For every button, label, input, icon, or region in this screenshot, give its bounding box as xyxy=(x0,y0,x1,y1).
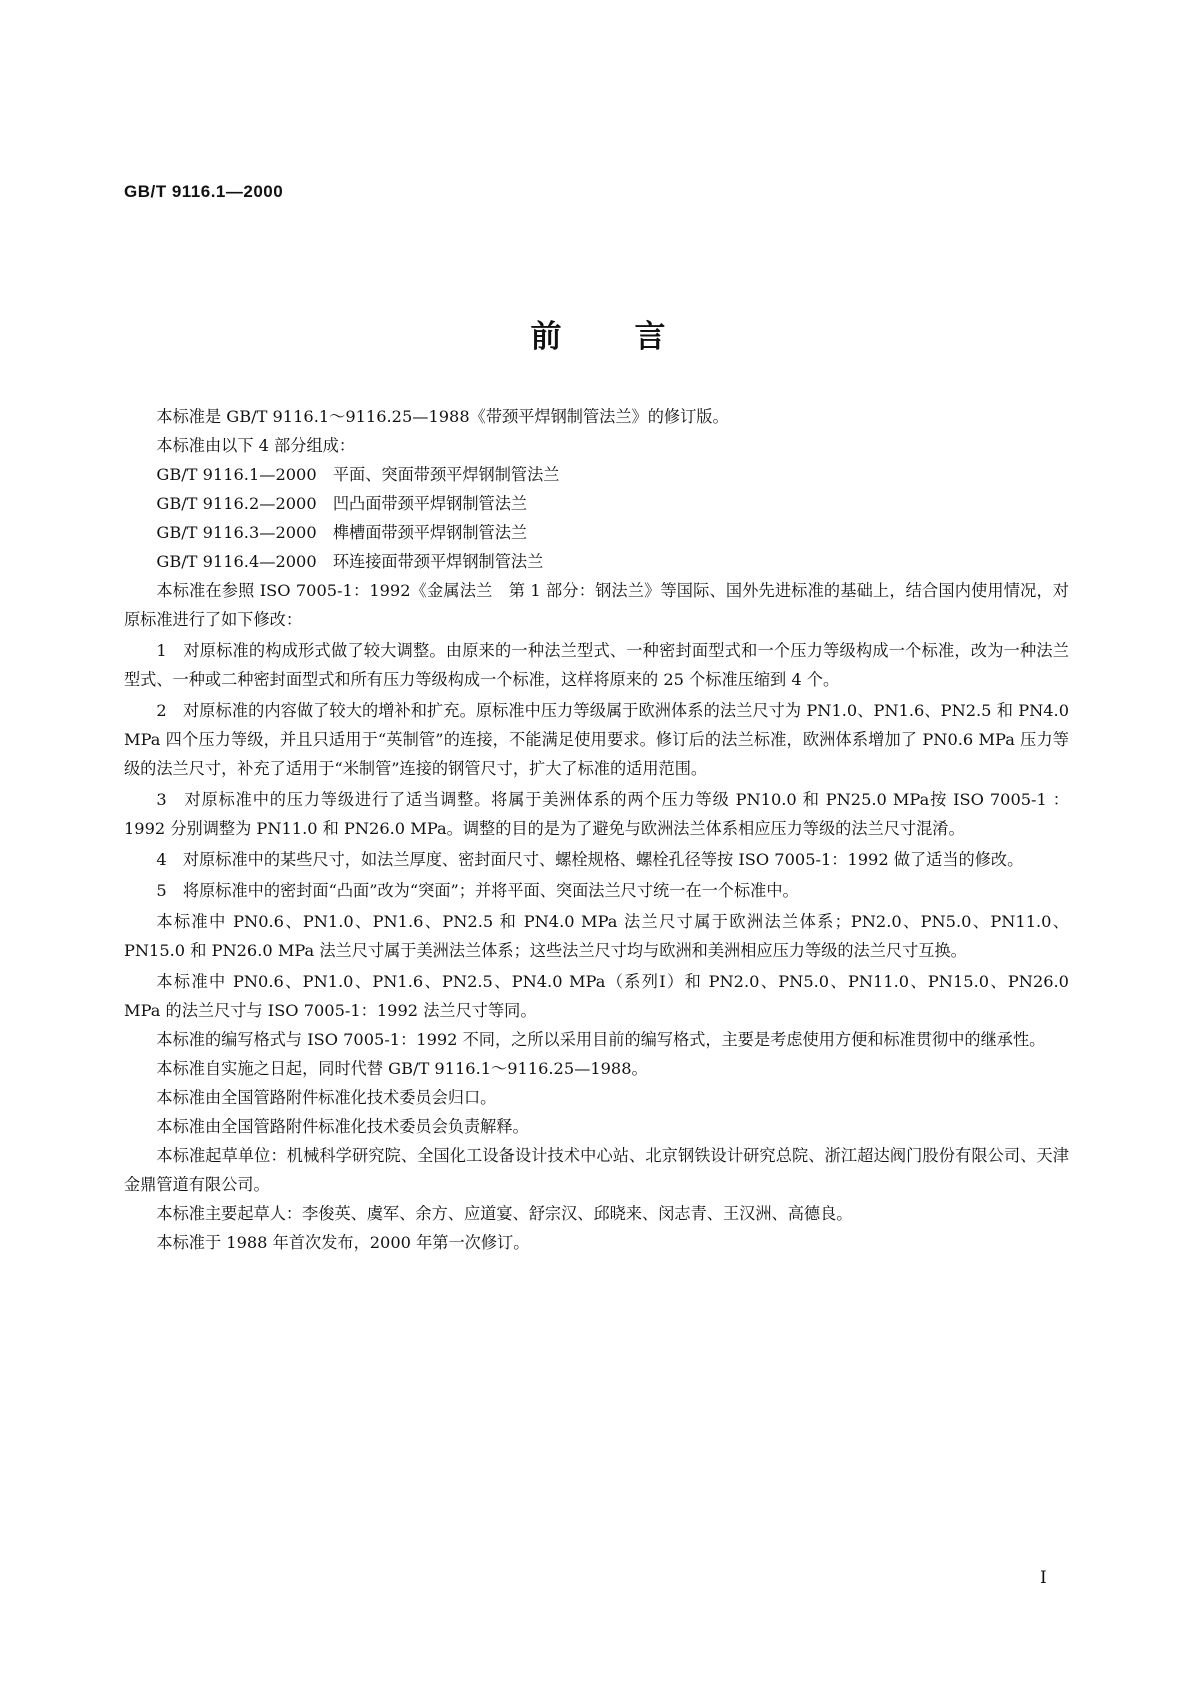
document-code: GB/T 9116.1—2000 xyxy=(124,182,284,201)
modification-item-5: 5 将原标准中的密封面“凸面”改为“突面”；并将平面、突面法兰尺寸统一在一个标准中。 xyxy=(156,881,799,900)
modification-item-2: 2 对原标准的内容做了较大的增补和扩充。原标准中压力等级属于欧洲体系的法兰尺寸为 PN1.0、PN1.6、PN2.5 和 PN4.0 MPa 四个压力等级，并且只适用于“英制管”的连接，不能满足使用要求。修订后的法兰标准，欧洲体系增加了 PN0.6 MPa 压力等级的法兰尺寸，补充了适用于“米制管”连接的钢管尺寸，扩大了标准的适用范围。 xyxy=(124,701,1069,778)
paragraph-iso-equivalence: 本标准中 PN0.6、PN1.0、PN1.6、PN2.5、PN4.0 MPa（系列Ⅰ）和 PN2.0、PN5.0、PN11.0、PN15.0、PN26.0 MPa 的法兰尺寸与 ISO 7005-1：1992 法兰尺寸等同。 xyxy=(124,972,1069,1020)
part-list-item xyxy=(124,518,1069,547)
page-title xyxy=(0,315,1191,359)
foreword-body xyxy=(124,402,1069,1257)
modification-item-1: 1 对原标准的构成形式做了较大调整。由原来的一种法兰型式、一种密封面型式和一个压力等级构成一个标准，改为一种法兰型式、一种或二种密封面型式和所有压力等级构成一个标准，这样将原来的 25 个标准压缩到 4 个。 xyxy=(124,641,1069,689)
paragraph-replacement: 本标准自实施之日起，同时代替 GB/T 9116.1～9116.25—1988。 xyxy=(156,1059,648,1078)
paragraph-responsible-committee: 本标准由全国管路附件标准化技术委员会归口。 xyxy=(156,1088,497,1107)
part-list-item xyxy=(124,489,1069,518)
part-list-item xyxy=(124,547,1069,576)
paragraph-interpretation: 本标准由全国管路附件标准化技术委员会负责解释。 xyxy=(156,1117,529,1136)
paragraph-format-note: 本标准的编写格式与 ISO 7005-1：1992 不同，之所以采用目前的编写格式，主要是考虑使用方便和标准贯彻中的继承性。 xyxy=(156,1030,1046,1049)
paragraph-parts-intro: 本标准由以下 4 部分组成： xyxy=(156,436,356,455)
part-code: GB/T 9116.3—2000 xyxy=(156,523,317,542)
page-title-char-1: 前 xyxy=(530,319,562,355)
part-code: GB/T 9116.1—2000 xyxy=(156,465,317,484)
paragraph-drafting-units: 本标准起草单位：机械科学研究院、全国化工设备设计技术中心站、北京钢铁设计研究总院、浙江超达阀门股份有限公司、天津金鼎管道有限公司。 xyxy=(124,1146,1069,1194)
part-list-item xyxy=(124,460,1069,489)
modification-item-4: 4 对原标准中的某些尺寸，如法兰厚度、密封面尺寸、螺栓规格、螺栓孔径等按 ISO 7005-1：1992 做了适当的修改。 xyxy=(156,850,1024,869)
part-name: 环连接面带颈平焊钢制管法兰 xyxy=(332,552,544,571)
paragraph-drafters: 本标准主要起草人：李俊英、虞军、余方、应道宴、舒宗汉、邱晓来、闵志青、王汉洲、高德良。 xyxy=(156,1204,853,1223)
paragraph-reference-basis: 本标准在参照 ISO 7005-1：1992《金属法兰 第 1 部分：钢法兰》等国际、国外先进标准的基础上，结合国内使用情况，对原标准进行了如下修改： xyxy=(124,581,1069,629)
part-code: GB/T 9116.2—2000 xyxy=(156,494,317,513)
paragraph-revision-note: 本标准是 GB/T 9116.1～9116.25—1988《带颈平焊钢制管法兰》的修订版。 xyxy=(156,407,729,426)
part-name: 榫槽面带颈平焊钢制管法兰 xyxy=(332,523,528,542)
paragraph-publication-history: 本标准于 1988 年首次发布，2000 年第一次修订。 xyxy=(156,1233,530,1252)
paragraph-pressure-systems: 本标准中 PN0.6、PN1.0、PN1.6、PN2.5 和 PN4.0 MPa 法兰尺寸属于欧洲法兰体系；PN2.0、PN5.0、PN11.0、PN15.0 和 PN26.0 MPa 法兰尺寸属于美洲法兰体系；这些法兰尺寸均与欧洲和美洲相应压力等级的法兰尺寸互换。 xyxy=(124,912,1069,960)
modification-item-3: 3 对原标准中的压力等级进行了适当调整。将属于美洲体系的两个压力等级 PN10.0 和 PN25.0 MPa按 ISO 7005-1 ：1992 分别调整为 PN11.0 和 PN26.0 MPa。调整的目的是为了避免与欧洲法兰体系相应压力等级的法兰尺寸混淆。 xyxy=(124,790,1069,838)
part-code: GB/T 9116.4—2000 xyxy=(156,552,317,571)
page-title-char-2: 言 xyxy=(634,319,666,355)
page-number: I xyxy=(1040,1568,1047,1588)
part-name: 凹凸面带颈平焊钢制管法兰 xyxy=(332,494,528,513)
part-name: 平面、突面带颈平焊钢制管法兰 xyxy=(332,465,560,484)
